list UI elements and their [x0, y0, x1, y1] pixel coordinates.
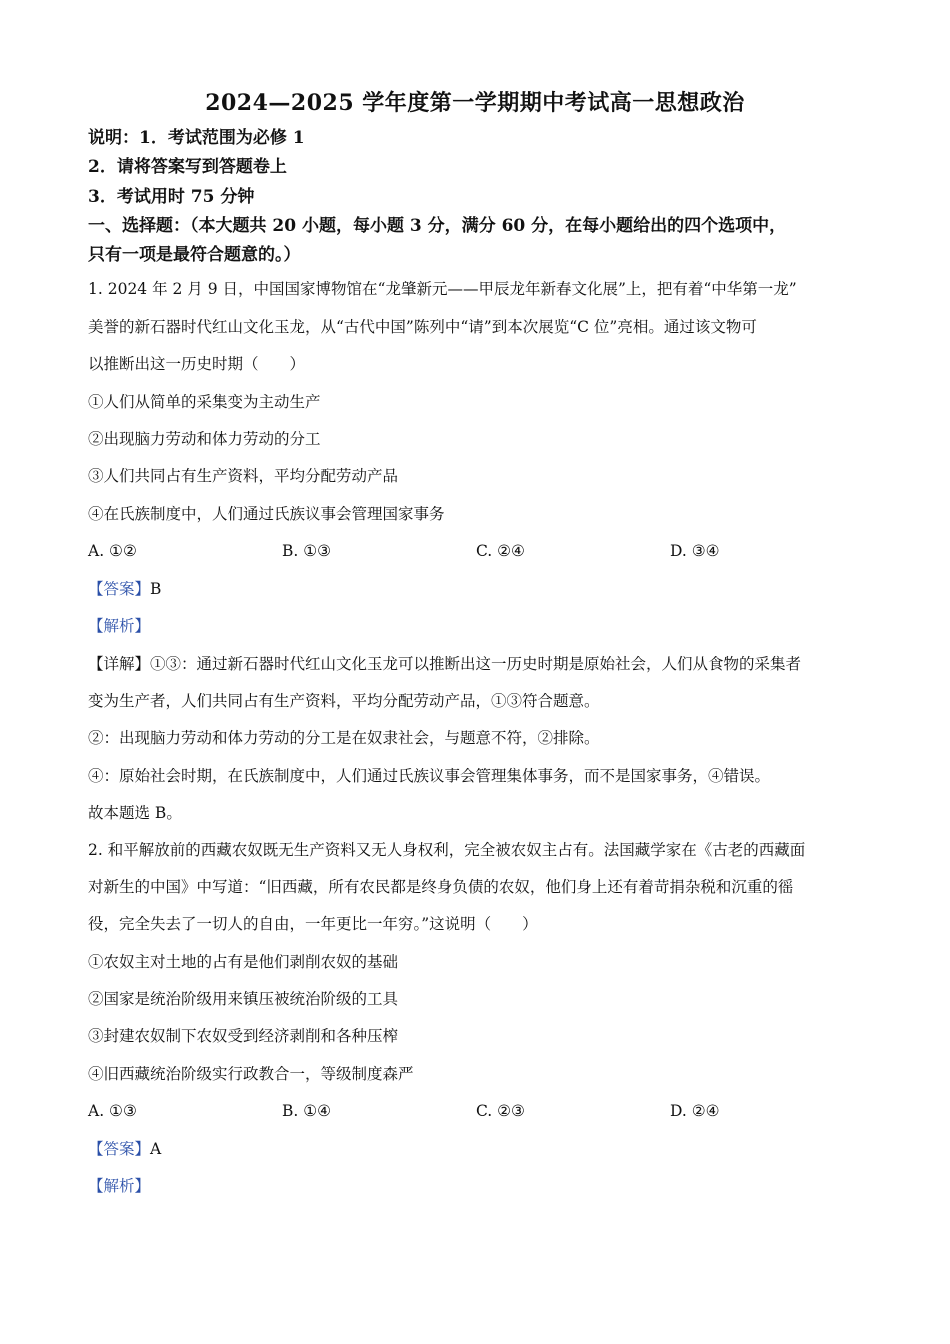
section-heading-line-2: 只有一项是最符合题意的。）: [88, 245, 301, 265]
q2-stem-line-2: 对新生的中国》中写道：“旧西藏，所有农民都是终身负债的农奴，他们身上还有着苛捐杂税和沉重的徭: [88, 878, 794, 896]
q2-item-3: ③封建农奴制下农奴受到经济剥削和各种压榨: [88, 1027, 399, 1045]
q1-stem-line-2: 美誉的新石器时代红山文化玉龙，从“古代中国”陈列中“请”到本次展览“C 位”亮相。通过该文物可: [88, 318, 757, 336]
q1-stem-line-3: 以推断出这一历史时期（ ）: [88, 355, 306, 373]
q1-answer-label: 【答案】: [88, 580, 151, 598]
q1-detail-line-3: ②：出现脑力劳动和体力劳动的分工是在奴隶社会，与题意不符，②排除。: [88, 729, 600, 747]
q1-answer-row: [88, 579, 868, 599]
q1-detail-line-2: 变为生产者，人们共同占有生产资料，平均分配劳动产品，①③符合题意。: [88, 692, 600, 710]
q1-option-c: C. ②④: [476, 542, 525, 560]
q1-item-1: ①人们从简单的采集变为主动生产: [88, 393, 321, 411]
q2-option-a: A. ①③: [88, 1102, 137, 1120]
q2-option-d: D. ②④: [670, 1102, 720, 1120]
q2-answer-label: 【答案】: [88, 1140, 151, 1158]
q1-option-d: D. ③④: [670, 542, 720, 560]
q2-option-c: C. ②③: [476, 1102, 525, 1120]
q2-item-2: ②国家是统治阶级用来镇压被统治阶级的工具: [88, 990, 399, 1008]
note-2: 2．请将答案写到答题卷上: [88, 157, 287, 177]
q1-item-4: ④在氏族制度中，人们通过氏族议事会管理国家事务: [88, 505, 445, 523]
note-1: 说明：1．考试范围为必修 1: [88, 128, 305, 148]
q1-answer-value: B: [150, 580, 162, 598]
section-heading-line-1: 一、选择题：（本大题共 20 小题，每小题 3 分，满分 60 分，在每小题给出的四个选项中，: [88, 216, 787, 236]
q1-item-2: ②出现脑力劳动和体力劳动的分工: [88, 430, 321, 448]
q1-detail-line-1: 【详解】①③：通过新石器时代红山文化玉龙可以推断出这一历史时期是原始社会，人们从食物的采集者: [88, 655, 802, 673]
q1-item-3: ③人们共同占有生产资料，平均分配劳动产品: [88, 467, 399, 485]
q2-item-4: ④旧西藏统治阶级实行政教合一，等级制度森严: [88, 1065, 414, 1083]
q2-answer-value: A: [150, 1140, 162, 1158]
q2-item-1: ①农奴主对土地的占有是他们剥削农奴的基础: [88, 953, 399, 971]
q2-stem-line-3: 役，完全失去了一切人的自由，一年更比一年穷。”这说明（ ）: [88, 915, 538, 933]
exam-title: 2024—2025 学年度第一学期期中考试高一思想政治: [205, 90, 745, 116]
q1-option-a: A. ①②: [88, 542, 137, 560]
q1-option-b: B. ①③: [282, 542, 332, 560]
q2-analysis-label: 【解析】: [88, 1177, 151, 1195]
q1-analysis-label: 【解析】: [88, 617, 151, 635]
q2-stem-line-1: 2. 和平解放前的西藏农奴既无生产资料又无人身权利，完全被农奴主占有。法国藏学家在《古老的西藏面: [88, 841, 806, 859]
q1-detail-line-4: ④：原始社会时期，在氏族制度中，人们通过氏族议事会管理集体事务，而不是国家事务，④错误。: [88, 767, 771, 785]
q1-stem-line-1: 1. 2024 年 2 月 9 日，中国国家博物馆在“龙肇新元——甲辰龙年新春文化展”上，把有着“中华第一龙”: [88, 280, 797, 298]
note-3: 3．考试用时 75 分钟: [88, 187, 255, 207]
q1-detail-line-5: 故本题选 B。: [88, 804, 182, 822]
q2-answer-row: [88, 1139, 868, 1159]
q2-option-b: B. ①④: [282, 1102, 332, 1120]
